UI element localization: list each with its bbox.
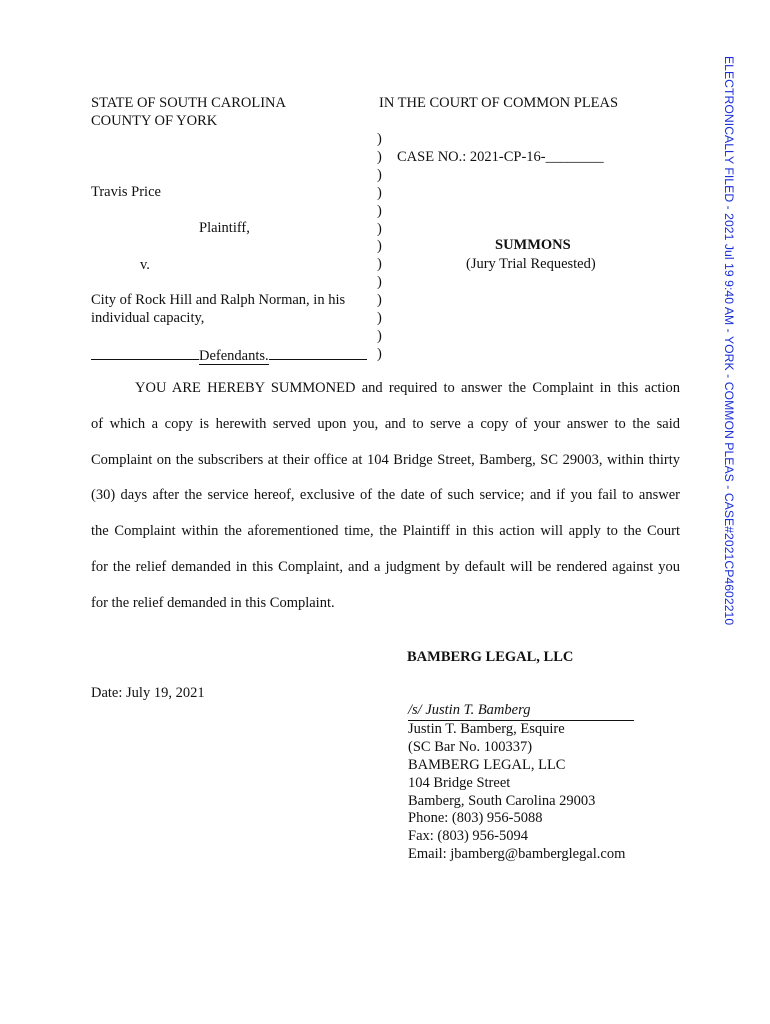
case-number: CASE NO.: 2021-CP-16-________	[397, 149, 604, 165]
signature-detail: Bamberg, South Carolina 29003	[408, 792, 596, 809]
caption-paren: )	[377, 327, 382, 344]
plaintiff-role: Plaintiff,	[199, 220, 250, 236]
caption-paren: )	[377, 310, 382, 327]
caption-paren: )	[377, 256, 382, 273]
caption-paren-column	[377, 131, 382, 364]
body-line: of which a copy is herewith served upon you, and to serve a copy of your answer to the said	[91, 415, 680, 432]
signature-detail: (SC Bar No. 100337)	[408, 738, 533, 755]
plaintiff-name: Travis Price	[91, 184, 161, 200]
body-line: YOU ARE HEREBY SUMMONED and required to answer the Complaint in this action	[135, 380, 680, 396]
firm-heading: BAMBERG LEGAL, LLC	[407, 649, 574, 665]
caption-paren: )	[377, 202, 382, 219]
signature-block	[408, 702, 634, 864]
caption-paren: )	[377, 148, 382, 165]
defendants-role-line	[91, 345, 367, 365]
caption-paren: )	[377, 166, 382, 183]
caption-paren: )	[377, 220, 382, 237]
county-label: COUNTY OF YORK	[91, 113, 218, 129]
caption-paren: )	[377, 184, 382, 201]
body-line: the Complaint within the aforementioned time, the Plaintiff in this action will apply to the Court	[91, 523, 680, 540]
body-line: for the relief demanded in this Complaint.	[91, 594, 335, 611]
caption-rule-right	[269, 345, 367, 360]
caption-paren: )	[377, 238, 382, 255]
signature-email: Email: jbamberg@bamberglegal.com	[408, 846, 626, 863]
defendants-role: Defendants.	[199, 348, 269, 364]
caption-rule-left	[91, 345, 199, 360]
signature-detail: Fax: (803) 956-5094	[408, 828, 529, 845]
summons-body	[91, 380, 680, 631]
court-label: IN THE COURT OF COMMON PLEAS	[379, 95, 619, 111]
caption-paren: )	[377, 274, 382, 291]
body-line: for the relief demanded in this Complaint, and a judgment by default will be rendered against you	[91, 558, 680, 575]
signature-detail: BAMBERG LEGAL, LLC	[408, 756, 566, 773]
signature-detail: Justin T. Bamberg, Esquire	[408, 720, 565, 737]
caption-paren: )	[377, 345, 382, 362]
defendants-line-2: individual capacity,	[91, 310, 205, 326]
versus-label: v.	[140, 257, 150, 273]
electronic-filing-stamp: ELECTRONICALLY FILED - 2021 Jul 19 9:40 AM - YORK - COMMON PLEAS - CASE#2021CP4602210	[722, 56, 736, 626]
signature-detail: 104 Bridge Street	[408, 774, 511, 791]
state-label: STATE OF SOUTH CAROLINA	[91, 95, 286, 111]
body-line: Complaint on the subscribers at their office at 104 Bridge Street, Bamberg, SC 29003, within thirty	[91, 451, 680, 468]
document-title: SUMMONS	[495, 237, 571, 253]
defendants-line-1: City of Rock Hill and Ralph Norman, in his	[91, 292, 346, 308]
body-line: (30) days after the service hereof, exclusive of the date of such service; and if you fail to answer	[91, 487, 680, 504]
signature-line: /s/ Justin T. Bamberg	[408, 702, 634, 721]
caption-paren: )	[377, 131, 382, 147]
document-subtitle: (Jury Trial Requested)	[466, 256, 596, 272]
caption-paren: )	[377, 292, 382, 309]
signing-date: Date: July 19, 2021	[91, 685, 205, 701]
signature-detail: Phone: (803) 956-5088	[408, 810, 543, 827]
